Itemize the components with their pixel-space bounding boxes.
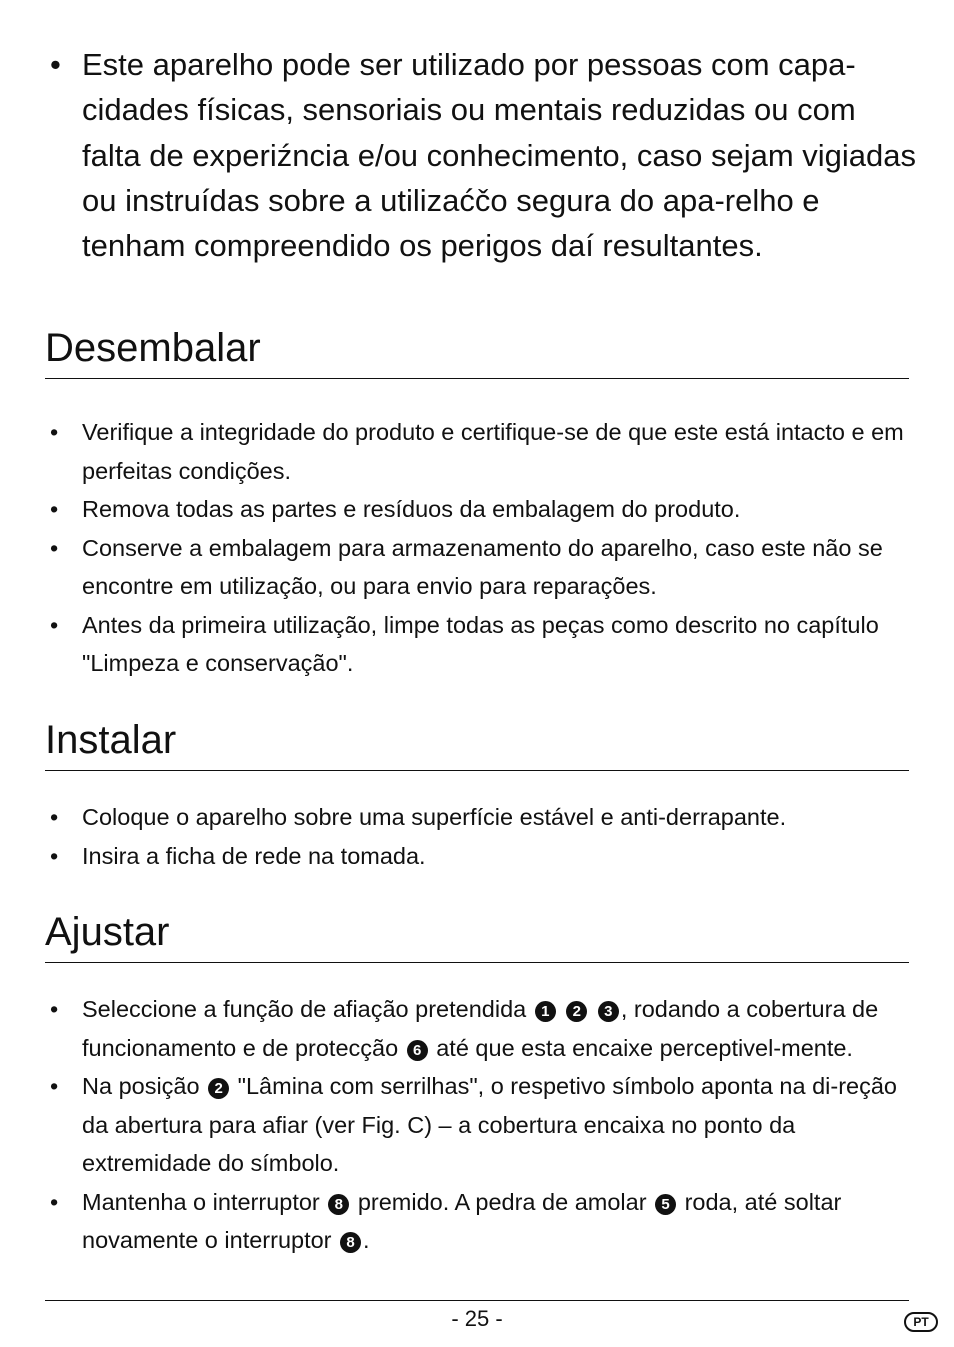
list-item: [50, 990, 920, 1067]
list-item-text: Coloque o aparelho sobre uma superfície estável e anti-derrapante.: [82, 804, 787, 830]
list-item: [50, 606, 920, 683]
bullet: •: [50, 804, 59, 830]
section-title-desembalar: Desembalar: [45, 322, 909, 379]
text-segment: até que esta encaixe perceptivel-mente.: [436, 1034, 853, 1061]
part-number-badge: 1: [535, 1001, 556, 1022]
ajustar-list: [50, 990, 920, 1260]
part-number-badge: 2: [566, 1001, 587, 1022]
text-segment: Na posição: [82, 1073, 200, 1099]
list-item: [50, 1183, 920, 1260]
text-segment: , rodando a cobertura de funcionamento e de protecção: [82, 996, 879, 1061]
text-segment: Mantenha o interruptor: [82, 1188, 320, 1215]
list-item: [50, 529, 920, 606]
bullet: •: [50, 47, 61, 82]
list-item-text: Verifique a integridade do produto e certifique-se de que este está intacto e em perfeitas condições.: [82, 419, 904, 484]
list-item: [50, 798, 920, 837]
list-item-text: Remova todas as partes e resíduos da embalagem do produto.: [82, 496, 741, 522]
bullet: •: [50, 1188, 59, 1215]
list-item: [50, 490, 920, 529]
language-badge: PT: [904, 1312, 938, 1332]
part-number-badge: 8: [328, 1194, 349, 1215]
part-number-badge: 6: [407, 1040, 428, 1061]
bullet: •: [50, 496, 59, 522]
part-number-badge: 5: [655, 1194, 676, 1215]
bullet: •: [50, 842, 59, 869]
list-item: [50, 413, 920, 490]
part-number-badge: 2: [208, 1078, 229, 1099]
intro-block: [50, 42, 920, 268]
section-title-ajustar: Ajustar: [45, 906, 909, 963]
part-number-badge: 3: [598, 1001, 619, 1022]
list-item-text: Antes da primeira utilização, limpe todas as peças como descrito no capítulo "Limpeza e conservação".: [82, 611, 879, 676]
list-item: [50, 1067, 920, 1183]
instalar-list: [50, 798, 920, 875]
bullet: •: [50, 419, 59, 445]
desembalar-list: [50, 413, 920, 683]
text-segment: Seleccione a função de afiação pretendida: [82, 996, 527, 1022]
list-item: [50, 837, 920, 876]
bullet: •: [50, 1073, 59, 1099]
bullet: •: [50, 996, 59, 1022]
part-number-badge: 8: [340, 1232, 361, 1253]
page-number: - 25 -: [451, 1306, 503, 1331]
text-segment: premido. A pedra de amolar: [357, 1188, 647, 1215]
intro-text: Este aparelho pode ser utilizado por pessoas com capa-cidades físicas, sensoriais ou mentais reduzidas ou com falta de experiźncia e/ou conhecimento, caso sejam vigiadas ou instruídas sobre a utilizaćčo segura do apa-relho e tenham compreendido os perigos daí resultantes.: [82, 47, 917, 264]
section-title-instalar: Instalar: [45, 714, 909, 771]
text-segment: "Lâmina com serrilhas", o respetivo símbolo aponta na di-reção da abertura para afiar (ver Fig. C) – a cobertura encaixa no ponto da extremidade do símbolo.: [82, 1073, 897, 1176]
intro-item: [50, 42, 920, 268]
text-segment: roda, até soltar novamente o interruptor: [82, 1188, 842, 1253]
footer-divider: [45, 1300, 909, 1301]
bullet: •: [50, 534, 59, 561]
bullet: •: [50, 611, 59, 638]
list-item-text: Insira a ficha de rede na tomada.: [82, 842, 426, 869]
text-segment: .: [363, 1227, 370, 1253]
list-item-text: Conserve a embalagem para armazenamento do aparelho, caso este não se encontre em utilização, ou para envio para reparações.: [82, 534, 883, 599]
